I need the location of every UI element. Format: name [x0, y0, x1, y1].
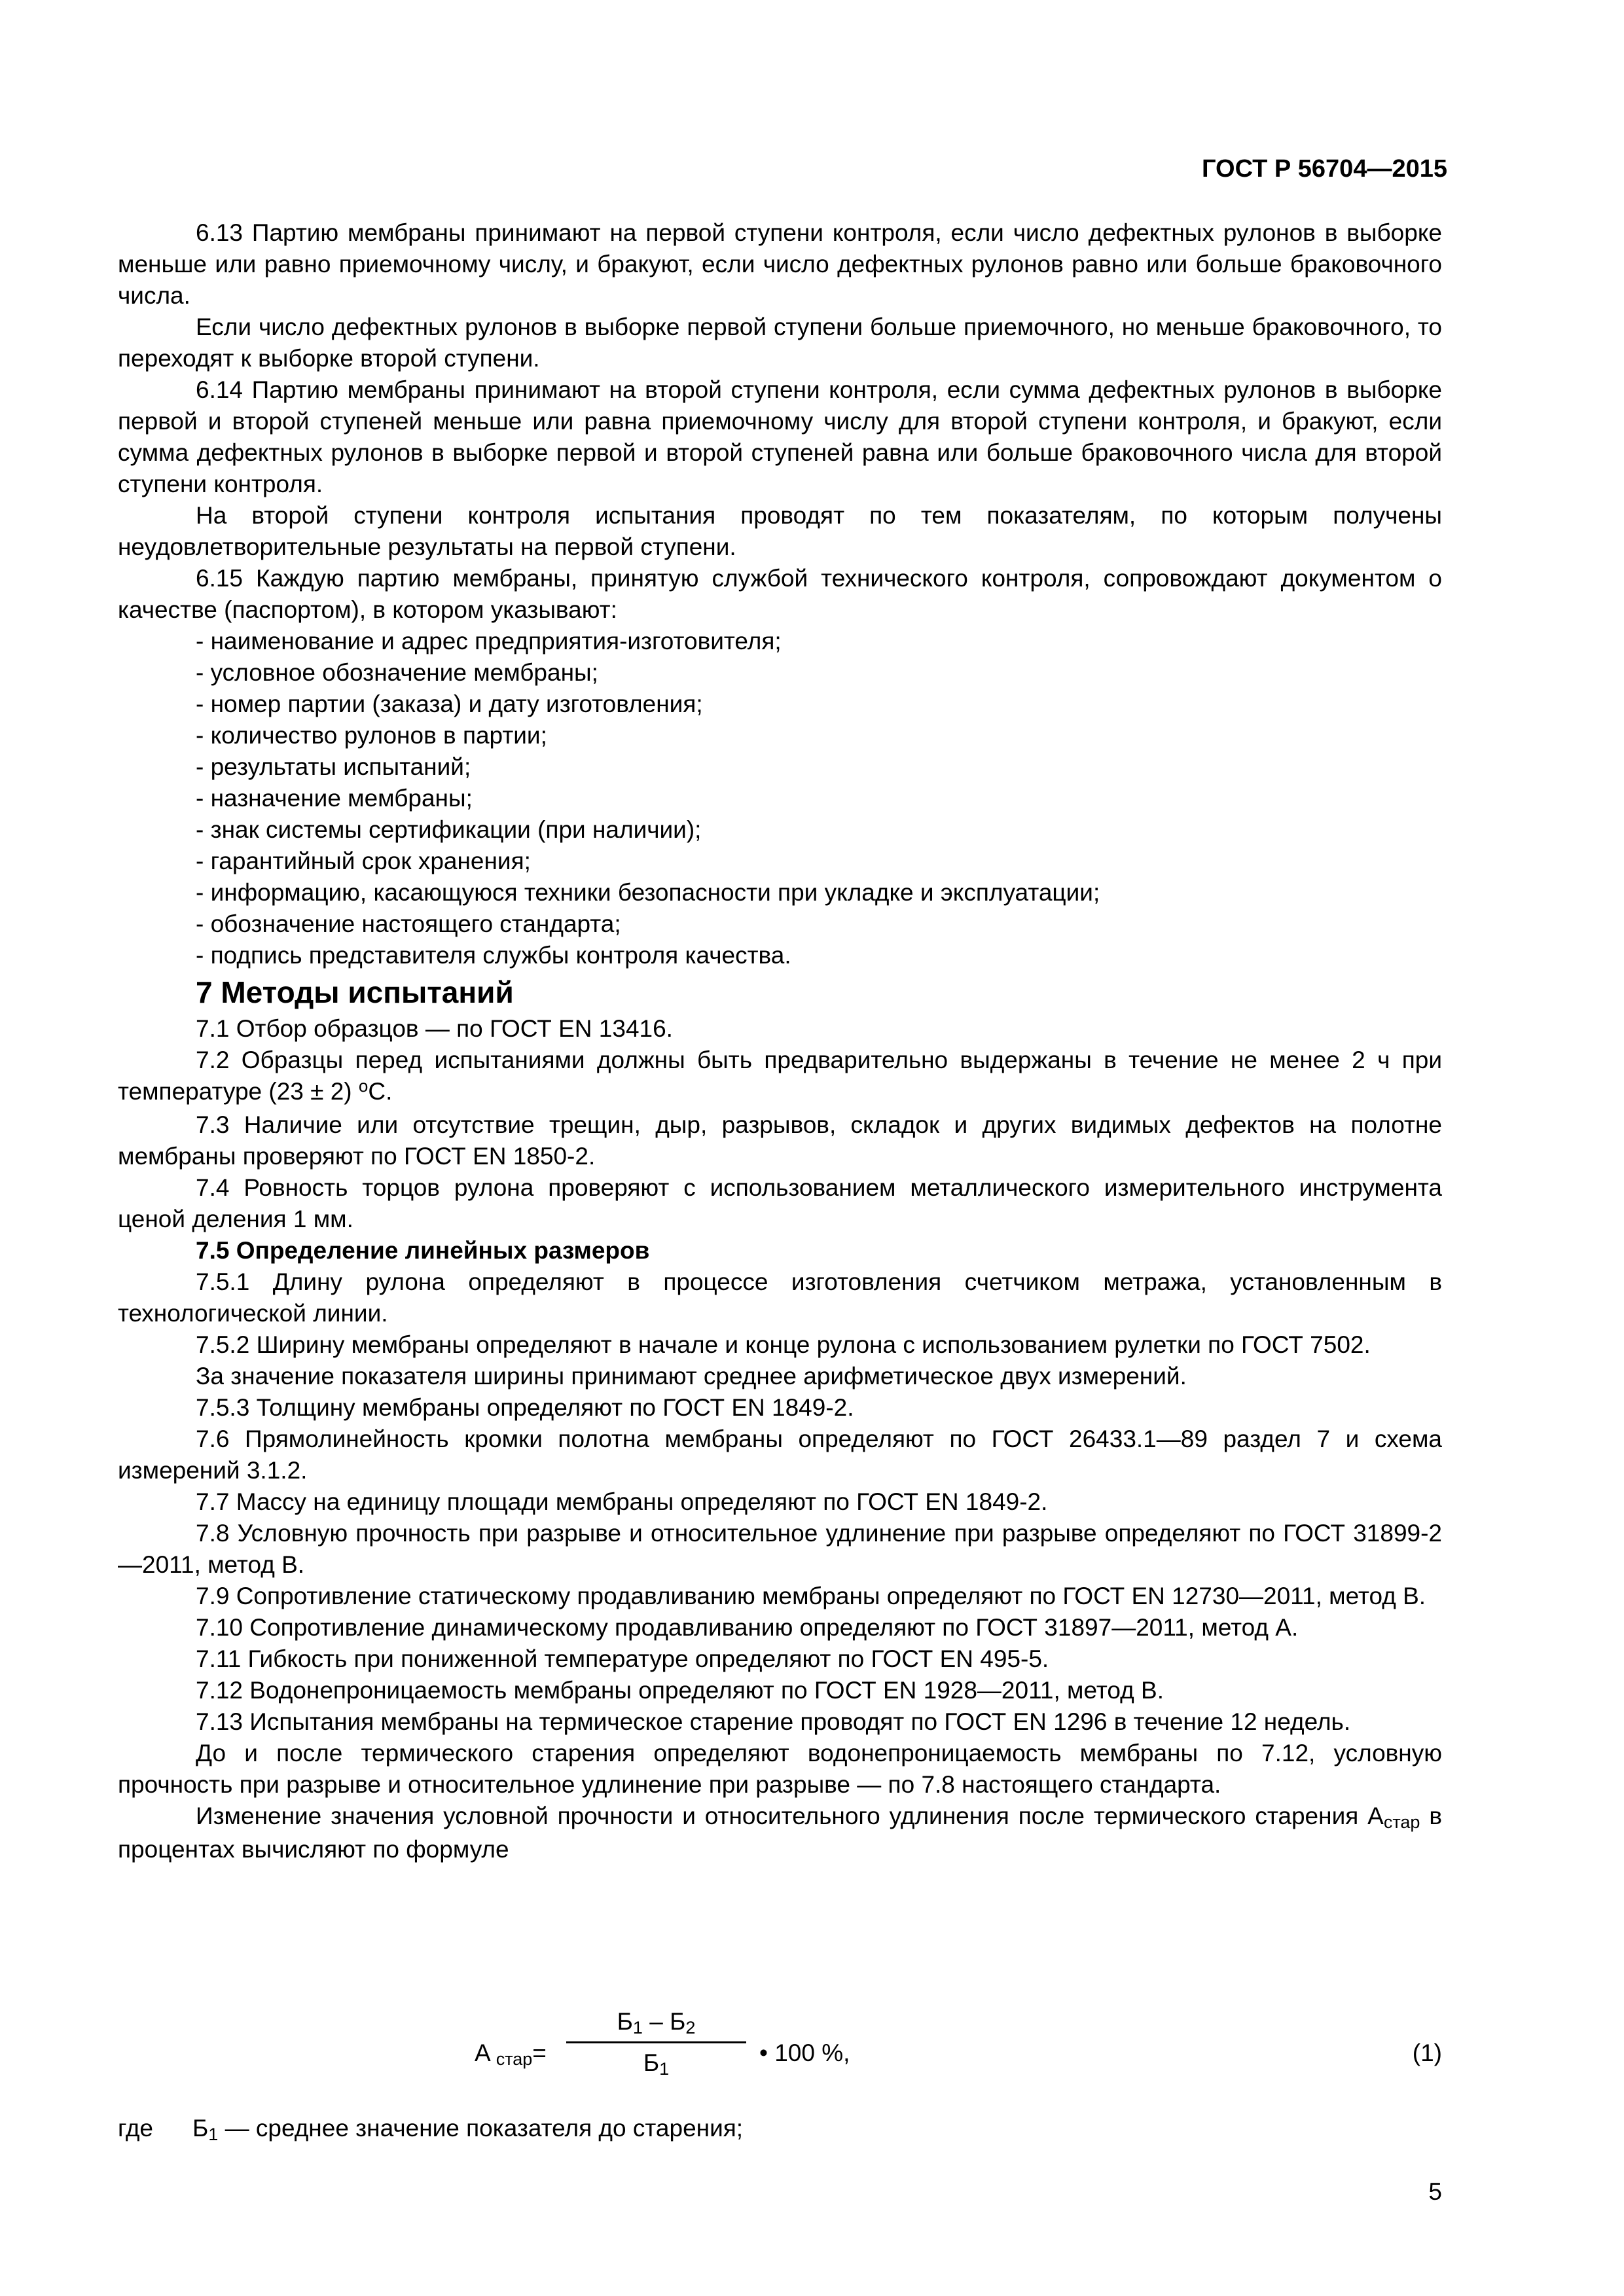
formula-legend: [118, 2113, 743, 2146]
paragraph-7-3: 7.3 Наличие или отсутствие трещин, дыр, разрывов, складок и других видимых дефектов на полотне мембраны проверяют по ГОСТ EN 1850-2.: [118, 1111, 1442, 1170]
paragraph-7-13-c: [118, 1801, 1442, 1865]
formula-equals: =: [532, 2039, 547, 2066]
formula-symbol-subscript: стар: [496, 2049, 533, 2069]
paragraph-7-5-1: 7.5.1 Длину рулона определяют в процессе изготовления счетчиком метража, установленным в технологической линии.: [118, 1268, 1442, 1327]
paragraph-7-8: 7.8 Условную прочность при разрыве и относительное удлинение при разрыве определяют по ГОСТ 31899-2—2011, метод В.: [118, 1520, 1442, 1578]
list-item: - условное обозначение мембраны;: [196, 659, 598, 686]
denominator-term-subscript: 1: [659, 2059, 670, 2079]
paragraph-7-2: [118, 1045, 1442, 1109]
list-item: - знак системы сертификации (при наличии);: [196, 816, 702, 843]
astar-subscript: стар: [1383, 1812, 1420, 1832]
paragraph-7-5-2-b: За значение показателя ширины принимают среднее арифметическое двух измерений.: [196, 1363, 1187, 1390]
denominator-term: Б: [643, 2049, 660, 2076]
formula-numerator: [566, 2006, 746, 2041]
list-item: - результаты испытаний;: [196, 753, 471, 780]
paragraph-7-13: 7.13 Испытания мембраны на термическое старение проводят по ГОСТ EN 1296 в течение 12 недель.: [196, 1708, 1351, 1735]
paragraph-6-15: 6.15 Каждую партию мембраны, принятую службой технического контроля, сопровождают документом о качестве (паспортом), в котором указывают:: [118, 565, 1442, 623]
paragraph-7-7: 7.7 Массу на единицу площади мембраны определяют по ГОСТ EN 1849-2.: [196, 1488, 1048, 1515]
paragraph-6-14-b: На второй ступени контроля испытания проводят по тем показателям, по которым получены неудовлетворительные результаты на первой ступени.: [118, 502, 1442, 560]
paragraph-7-13-c-text: Изменение значения условной прочности и относительного удлинения после термического старения А: [196, 1803, 1384, 1829]
numerator-term-a-subscript: 1: [632, 2018, 643, 2037]
legend-symbol: Б: [192, 2115, 209, 2142]
paragraph-7-12: 7.12 Водонепроницаемость мембраны определяют по ГОСТ EN 1928—2011, метод В.: [196, 1677, 1164, 1704]
paragraph-7-5-3: 7.5.3 Толщину мембраны определяют по ГОСТ EN 1849-2.: [196, 1394, 854, 1421]
legend-description: — среднее значение показателя до старения;: [218, 2115, 744, 2142]
list-item: - назначение мембраны;: [196, 785, 473, 812]
where-label: где: [118, 2115, 154, 2142]
degree-superscript: о: [358, 1076, 369, 1096]
paragraph-7-1: 7.1 Отбор образцов — по ГОСТ EN 13416.: [196, 1015, 673, 1042]
paragraph-7-13-b: До и после термического старения определяют водонепроницаемость мембраны по 7.12, условную прочность при разрыве и относительное удлинение при разрыве — по 7.8 настоящего стандарта.: [118, 1740, 1442, 1798]
formula-lhs: [475, 2037, 547, 2071]
paragraph-7-9: 7.9 Сопротивление статическому продавливанию мембраны определяют по ГОСТ EN 12730—2011, метод В.: [196, 1583, 1426, 1609]
list-item: - информацию, касающуюся техники безопасности при укладке и эксплуатации;: [196, 879, 1100, 906]
numerator-operator: –: [642, 2008, 670, 2035]
section-7-heading: 7 Методы испытаний: [196, 975, 514, 1009]
formula-1: [118, 2006, 1442, 2104]
paragraph-7-13-c-tail: в процентах вычисляют по формуле: [118, 1803, 1442, 1863]
paragraph-7-5-2: 7.5.2 Ширину мембраны определяют в начале и конце рулона с использованием рулетки по ГОСТ 7502.: [196, 1331, 1371, 1358]
paragraph-7-10: 7.10 Сопротивление динамическому продавливанию определяют по ГОСТ 31897—2011, метод А.: [196, 1614, 1299, 1641]
page-number: 5: [1428, 2178, 1442, 2205]
paragraph-7-4: 7.4 Ровность торцов рулона проверяют с использованием металлического измерительного инструмента ценой деления 1 мм.: [118, 1174, 1442, 1232]
document-header: ГОСТ Р 56704—2015: [1202, 155, 1447, 183]
formula-number: (1): [1412, 2039, 1442, 2066]
numerator-term-a: Б: [617, 2008, 633, 2035]
numerator-term-b-subscript: 2: [685, 2018, 696, 2037]
numerator-term-b: Б: [670, 2008, 686, 2035]
list-item: - количество рулонов в партии;: [196, 722, 547, 749]
paragraph-7-11: 7.11 Гибкость при пониженной температуре определяют по ГОСТ EN 495-5.: [196, 1645, 1049, 1672]
formula-fraction: [566, 2006, 746, 2083]
list-item: - подпись представителя службы контроля качества.: [196, 942, 791, 969]
formula-symbol: А: [475, 2039, 491, 2066]
list-item: - обозначение настоящего стандарта;: [196, 910, 621, 937]
list-item: - наименование и адрес предприятия-изготовителя;: [196, 628, 782, 655]
body-text: [118, 217, 1442, 1865]
formula-denominator: [566, 2043, 746, 2083]
paragraph-7-2-unit: С.: [368, 1078, 393, 1105]
subsection-7-5-heading: 7.5 Определение линейных размеров: [196, 1237, 650, 1264]
paragraph-7-6: 7.6 Прямолинейность кромки полотна мембраны определяют по ГОСТ 26433.1—89 раздел 7 и схема измерений 3.1.2.: [118, 1426, 1442, 1484]
paragraph-6-13: 6.13 Партию мембраны принимают на первой ступени контроля, если число дефектных рулонов в выборке меньше или равно приемочному числу, и бракуют, если число дефектных рулонов равно или больше браковочного числа.: [118, 219, 1442, 309]
paragraph-7-2-text: 7.2 Образцы перед испытаниями должны быть предварительно выдержаны в течение не менее 2 ч при температуре (23 ± 2): [118, 1047, 1442, 1105]
legend-symbol-subscript: 1: [208, 2125, 219, 2144]
list-item: - номер партии (заказа) и дату изготовления;: [196, 691, 703, 717]
list-item: - гарантийный срок хранения;: [196, 848, 531, 874]
formula-rhs: • 100 %,: [759, 2039, 850, 2066]
paragraph-6-13-b: Если число дефектных рулонов в выборке первой ступени больше приемочного, но меньше браковочного, то переходят к выборке второй ступени.: [118, 314, 1442, 372]
paragraph-6-14: 6.14 Партию мембраны принимают на второй ступени контроля, если сумма дефектных рулонов в выборке первой и второй ступеней меньше или равна приемочному числу для второй ступени контроля, и бракуют, если сумма дефектных рулонов в выборке первой и второй ступеней равна или больше браковочного числа для второй ступени контроля.: [118, 376, 1442, 497]
